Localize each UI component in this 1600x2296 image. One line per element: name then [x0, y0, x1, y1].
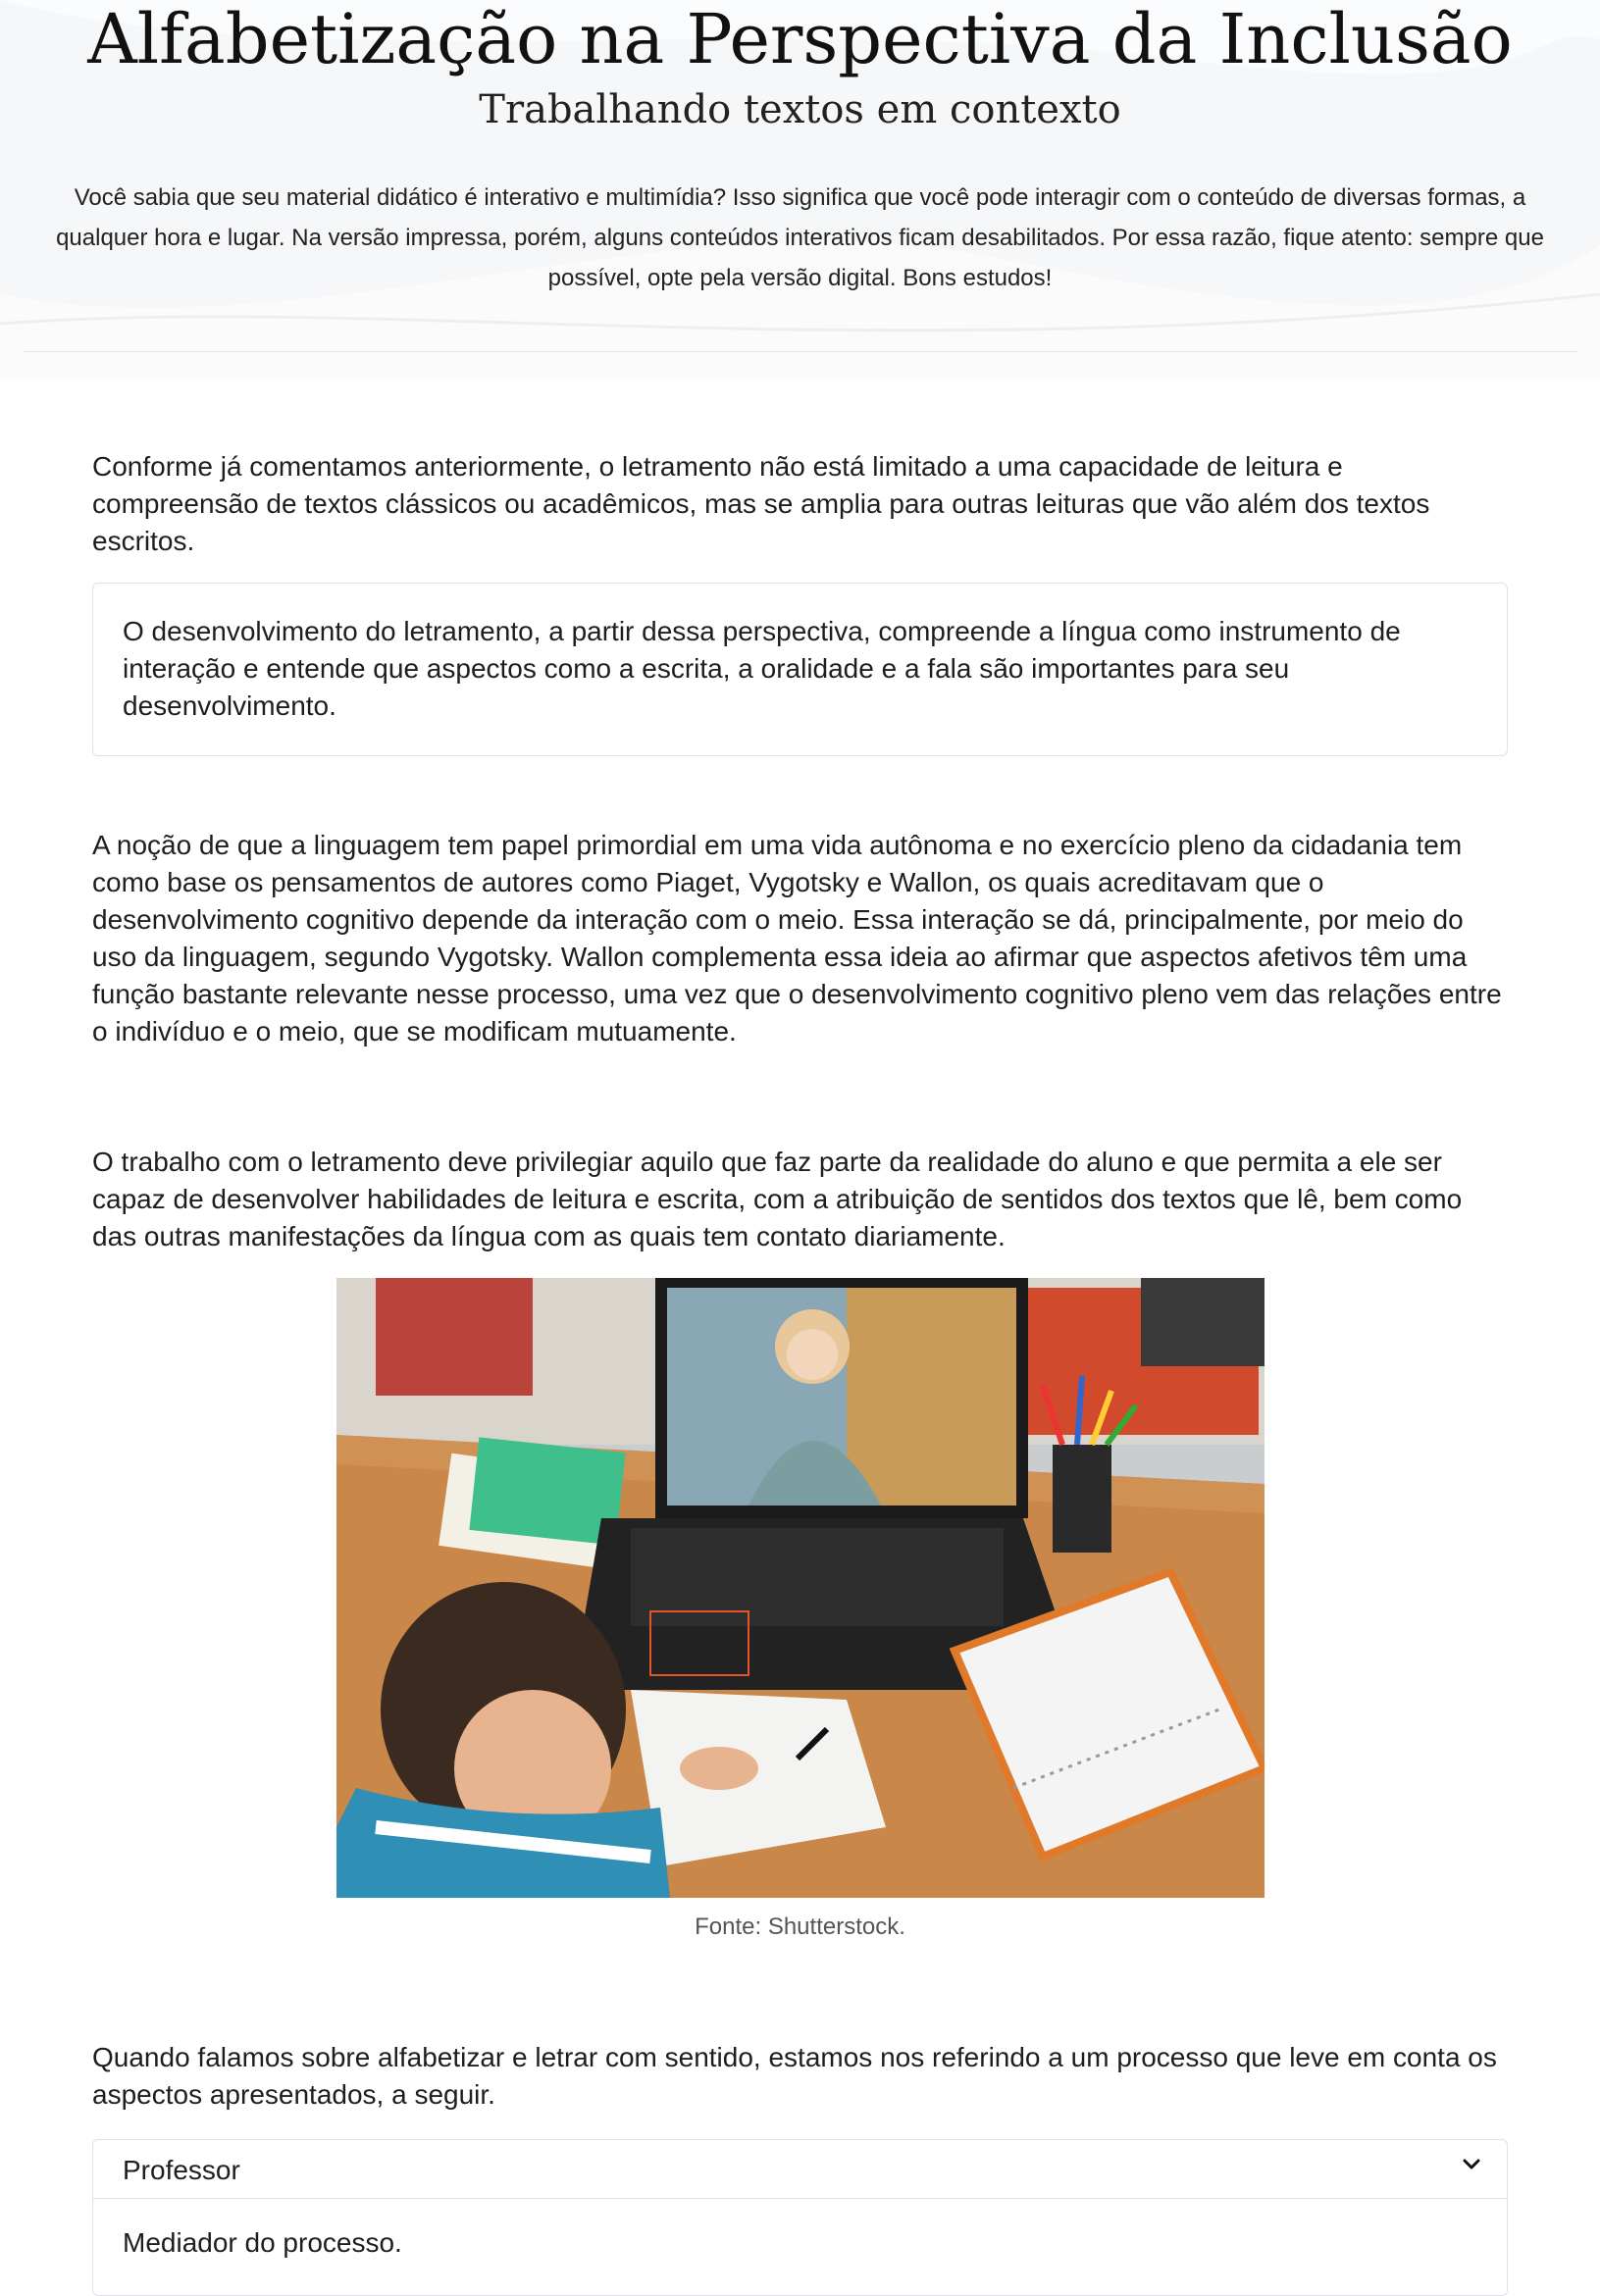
header-divider	[24, 351, 1577, 352]
paragraph-4: Quando falamos sobre alfabetizar e letrar com sentido, estamos nos referindo a um processo que leve em conta os aspectos apresentados, a seguir.	[92, 2042, 1497, 2110]
intro-text: Você sabia que seu material didático é interativo e multimídia? Isso significa que você pode interagir com o conteúdo de diversas formas, a qualquer hora e lugar. Na versão impressa, porém, alguns conteúdos interativos ficam desabilitados. Por essa razão, fique atento: sempre que possível, opte pela versão digital. Bons estudos!	[56, 184, 1544, 291]
figure-photo-online-class	[336, 1278, 1265, 1898]
highlight-callout	[92, 583, 1508, 756]
accordion-header[interactable]	[93, 2140, 1507, 2199]
accordion-label: Professor	[123, 2155, 240, 2185]
accordion-content: Mediador do processo.	[123, 2227, 402, 2258]
callout-text: O desenvolvimento do letramento, a partir dessa perspectiva, compreende a língua como instrumento de interação e entende que aspectos como a escrita, a oralidade e a fala são importantes para seu desenvolvimento.	[123, 616, 1401, 721]
accordion-professor	[92, 2139, 1508, 2296]
page-header	[0, 0, 1600, 381]
figure-caption: Fonte: Shutterstock.	[695, 1913, 905, 1940]
page-subtitle: Trabalhando textos em contexto	[479, 87, 1121, 132]
chevron-down-icon[interactable]	[1462, 2158, 1481, 2171]
paragraph-3: O trabalho com o letramento deve privilegiar aquilo que faz parte da realidade do aluno e que permita a ele ser capaz de desenvolver habilidades de leitura e escrita, com a atribuição de sentidos dos textos que lê, bem como das outras manifestações da língua com as quais tem contato diariamente.	[92, 1147, 1463, 1251]
paragraph-2: A noção de que a linguagem tem papel primordial em uma vida autônoma e no exercício pleno da cidadania tem como base os pensamentos de autores como Piaget, Vygotsky e Wallon, os quais acreditavam que o desenvolvimento cognitivo depende da interação com o meio. Essa interação se dá, principalmente, por meio do uso da linguagem, segundo Vygotsky. Wallon complementa essa ideia ao afirmar que aspectos afetivos têm uma função bastante relevante nesse processo, uma vez que o desenvolvimento cognitivo pleno vem das relações entre o indivíduo e o meio, que se modificam mutuamente.	[92, 830, 1502, 1046]
photo-illustration	[336, 1278, 1265, 1898]
page-title: Alfabetização na Perspectiva da Inclusão	[87, 0, 1513, 79]
paragraph-1: Conforme já comentamos anteriormente, o letramento não está limitado a uma capacidade de leitura e compreensão de textos clássicos ou acadêmicos, mas se amplia para outras leituras que vão além dos textos escritos.	[92, 451, 1430, 556]
